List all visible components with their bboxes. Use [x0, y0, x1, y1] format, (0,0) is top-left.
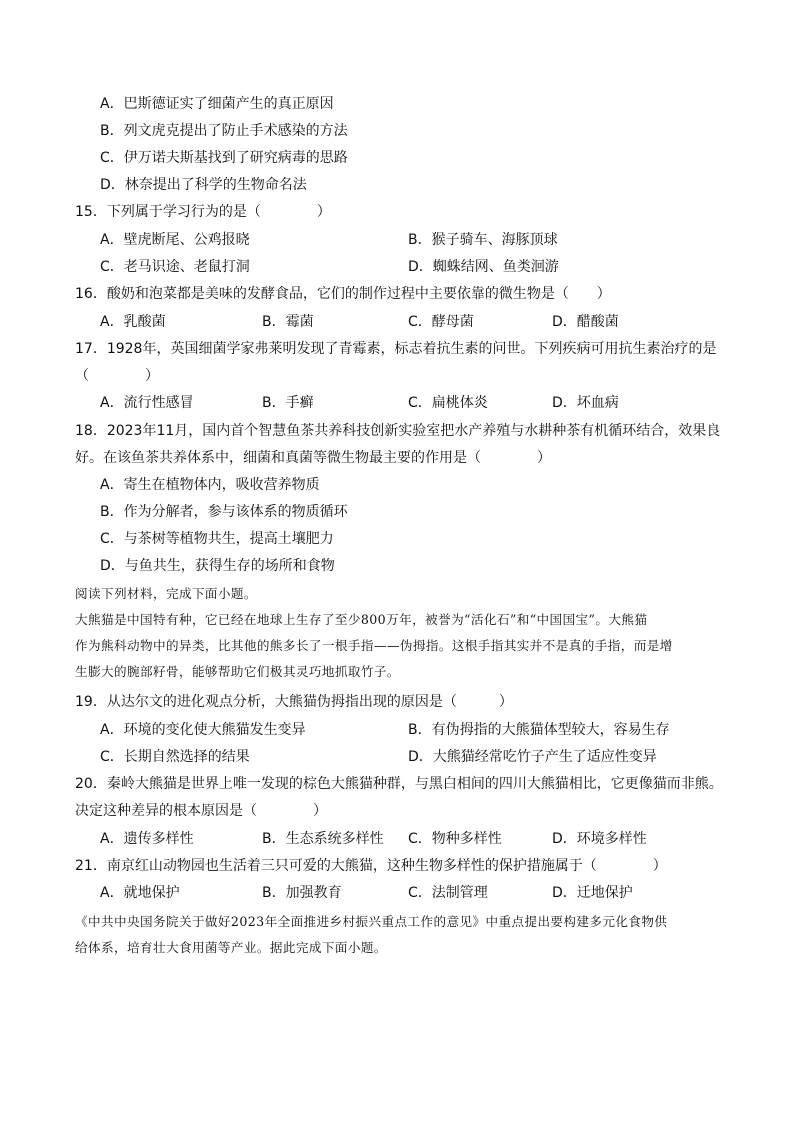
- q17-option-c[interactable]: C．扁桃体炎: [408, 395, 488, 411]
- material1-line-2: 作为熊科动物中的异类，比其他的熊多长了一根手指——伪拇指。这根手指其实并不是真的手指，而是增: [75, 638, 673, 653]
- material2-line-1: 《中共中央国务院关于做好2023年全面推进乡村振兴重点工作的意见》中重点提出要构建多元化食物供: [75, 914, 668, 929]
- q16-option-b[interactable]: B．霉菌: [262, 314, 314, 330]
- q21-option-a[interactable]: A．就地保护: [100, 885, 180, 901]
- q21-option-c[interactable]: C．法制管理: [408, 885, 488, 901]
- q21-option-d[interactable]: D．迁地保护: [552, 885, 633, 901]
- q21-stem: 21．南京红山动物园也生活着三只可爱的大熊猫，这种生物多样性的保护措施属于（ ）: [75, 858, 667, 874]
- q16-option-d[interactable]: D．醋酸菌: [552, 314, 619, 330]
- q20-stem-line2: 决定这种差异的根本原因是（ ）: [75, 803, 327, 819]
- q18-option-c[interactable]: C．与茶树等植物共生，提高土壤肥力: [100, 531, 334, 547]
- q15-option-a[interactable]: A．壁虎断尾、公鸡报晓: [100, 232, 250, 248]
- q19-option-d[interactable]: D．大熊猫经常吃竹子产生了适应性变异: [408, 749, 657, 765]
- q18-stem-line2: 好。在该鱼茶共养体系中，细菌和真菌等微生物最主要的作用是（ ）: [75, 450, 551, 466]
- material1-intro: 阅读下列材料，完成下面小题。: [75, 586, 257, 601]
- q20-stem-line1: 20．秦岭大熊猫是世界上唯一发现的棕色大熊猫种群，与黑白相间的四川大熊猫相比，它更像猫而非熊。: [75, 776, 723, 792]
- q19-option-b[interactable]: B．有伪拇指的大熊猫体型较大，容易生存: [408, 722, 670, 738]
- q15-option-b[interactable]: B．猴子骑车、海豚顶球: [408, 232, 558, 248]
- q16-option-c[interactable]: C．酵母菌: [408, 314, 474, 330]
- q17-option-a[interactable]: A．流行性感冒: [100, 395, 194, 411]
- q18-stem-line1: 18．2023年11月，国内首个智慧鱼茶共养科技创新实验室把水产养殖与水耕种茶有机循环结合，效果良: [75, 423, 721, 439]
- q17-option-d[interactable]: D．坏血病: [552, 395, 619, 411]
- q18-option-b[interactable]: B．作为分解者，参与该体系的物质循环: [100, 504, 348, 520]
- q15-option-c[interactable]: C．老马识途、老鼠打洞: [100, 259, 250, 275]
- q17-option-b[interactable]: B．手癣: [262, 395, 314, 411]
- q14-option-b[interactable]: B．列文虎克提出了防止手术感染的方法: [100, 123, 348, 139]
- material1-line-3: 生膨大的腕部籽骨，能够帮助它们极其灵巧地抓取竹子。: [75, 664, 400, 679]
- q14-option-d[interactable]: D．林奈提出了科学的生物命名法: [100, 177, 307, 193]
- q20-option-c[interactable]: C．物种多样性: [408, 831, 502, 847]
- q17-stem-line2: （ ）: [75, 368, 159, 384]
- q19-stem: 19．从达尔文的进化观点分析，大熊猫伪拇指出现的原因是（ ）: [75, 694, 513, 710]
- q16-option-a[interactable]: A．乳酸菌: [100, 314, 166, 330]
- q20-option-d[interactable]: D．环境多样性: [552, 831, 647, 847]
- q18-option-a[interactable]: A．寄生在植物体内，吸收营养物质: [100, 477, 320, 493]
- material1-line-1: 大熊猫是中国特有种，它已经在地球上生存了至少800万年，被誉为“活化石”和“中国国宝”。大熊猫: [75, 612, 648, 627]
- q20-option-b[interactable]: B．生态系统多样性: [262, 831, 384, 847]
- q14-option-a[interactable]: A．巴斯德证实了细菌产生的真正原因: [100, 96, 334, 112]
- q15-stem: 15．下列属于学习行为的是（ ）: [75, 204, 331, 220]
- q18-option-d[interactable]: D．与鱼共生，获得生存的场所和食物: [100, 558, 335, 574]
- material2-line-2: 给体系，培育壮大食用菌等产业。据此完成下面小题。: [75, 940, 387, 955]
- q19-option-a[interactable]: A．环境的变化使大熊猫发生变异: [100, 722, 306, 738]
- q17-stem-line1: 17．1928年，英国细菌学家弗莱明发现了青霉素，标志着抗生素的问世。下列疾病可用抗生素治疗的是: [75, 341, 717, 357]
- q21-option-b[interactable]: B．加强教育: [262, 885, 342, 901]
- q19-option-c[interactable]: C．长期自然选择的结果: [100, 749, 250, 765]
- q15-option-d[interactable]: D．蜘蛛结网、鱼类洄游: [408, 259, 559, 275]
- q14-option-c[interactable]: C．伊万诺夫斯基找到了研究病毒的思路: [100, 150, 348, 166]
- q20-option-a[interactable]: A．遗传多样性: [100, 831, 194, 847]
- q16-stem: 16．酸奶和泡菜都是美味的发酵食品，它们的制作过程中主要依靠的微生物是（ ）: [75, 286, 611, 302]
